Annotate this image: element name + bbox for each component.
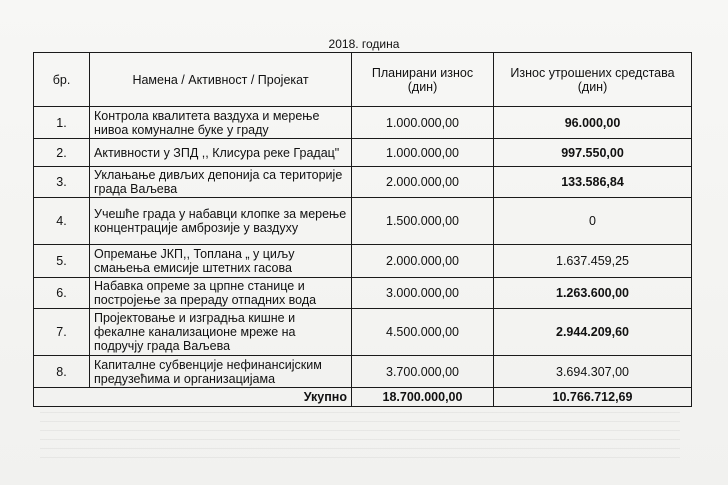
table-row (34, 309, 692, 356)
row-spent: 96.000,00 (494, 107, 692, 139)
header-num: бр. (34, 53, 90, 107)
row-spent: 0 (494, 198, 692, 245)
row-spent: 133.586,84 (494, 167, 692, 198)
total-row (34, 388, 692, 407)
header-desc: Намена / Активност / Пројекат (90, 53, 352, 107)
row-plan: 1.000.000,00 (352, 139, 494, 167)
row-plan: 1.500.000,00 (352, 198, 494, 245)
total-label: Укупно (34, 388, 352, 407)
table-row (34, 356, 692, 388)
row-desc: Контрола квалитета ваздуха и мерење нивоа комуналне буке у граду (90, 107, 352, 139)
row-spent: 1.263.600,00 (494, 278, 692, 309)
row-spent: 997.550,00 (494, 139, 692, 167)
row-spent: 1.637.459,25 (494, 245, 692, 278)
row-plan: 2.000.000,00 (352, 245, 494, 278)
row-plan: 4.500.000,00 (352, 309, 494, 356)
row-desc: Уклањање дивљих депонија са територије града Ваљева (90, 167, 352, 198)
table-row (34, 107, 692, 139)
table-row (34, 167, 692, 198)
header-spent: Износ утрошених средстава (дин) (494, 53, 692, 107)
row-num: 6. (34, 278, 90, 309)
row-desc: Учешће града у набавци клопке за мерење концентрације амброзије у ваздуху (90, 198, 352, 245)
row-num: 2. (34, 139, 90, 167)
total-plan: 18.700.000,00 (352, 388, 494, 407)
row-num: 4. (34, 198, 90, 245)
faint-bleedthrough (40, 412, 680, 462)
row-num: 5. (34, 245, 90, 278)
row-plan: 3.000.000,00 (352, 278, 494, 309)
row-plan: 3.700.000,00 (352, 356, 494, 388)
row-desc: Опремање ЈКП,, Топлана „ у циљу смањења емисије штетних гасова (90, 245, 352, 278)
row-spent: 3.694.307,00 (494, 356, 692, 388)
row-num: 8. (34, 356, 90, 388)
table-row (34, 139, 692, 167)
row-num: 7. (34, 309, 90, 356)
budget-table (33, 52, 692, 407)
row-num: 1. (34, 107, 90, 139)
row-plan: 2.000.000,00 (352, 167, 494, 198)
row-desc: Набавка опреме за црпне станице и постројење за прераду отпадних вода (90, 278, 352, 309)
header-plan: Планирани износ (дин) (352, 53, 494, 107)
table-header-row (34, 53, 692, 107)
row-desc: Капиталне субвенције нефинансијским предузећима и организацијама (90, 356, 352, 388)
year-label: 2018. година (328, 37, 400, 51)
row-plan: 1.000.000,00 (352, 107, 494, 139)
row-desc: Пројектовање и изградња кишне и фекалне канализационе мреже на подручју града Ваљева (90, 309, 352, 356)
row-spent: 2.944.209,60 (494, 309, 692, 356)
table-row (34, 198, 692, 245)
row-desc: Активности у ЗПД ,, Клисура реке Градац" (90, 139, 352, 167)
row-num: 3. (34, 167, 90, 198)
table-row (34, 245, 692, 278)
table-row (34, 278, 692, 309)
total-spent: 10.766.712,69 (494, 388, 692, 407)
